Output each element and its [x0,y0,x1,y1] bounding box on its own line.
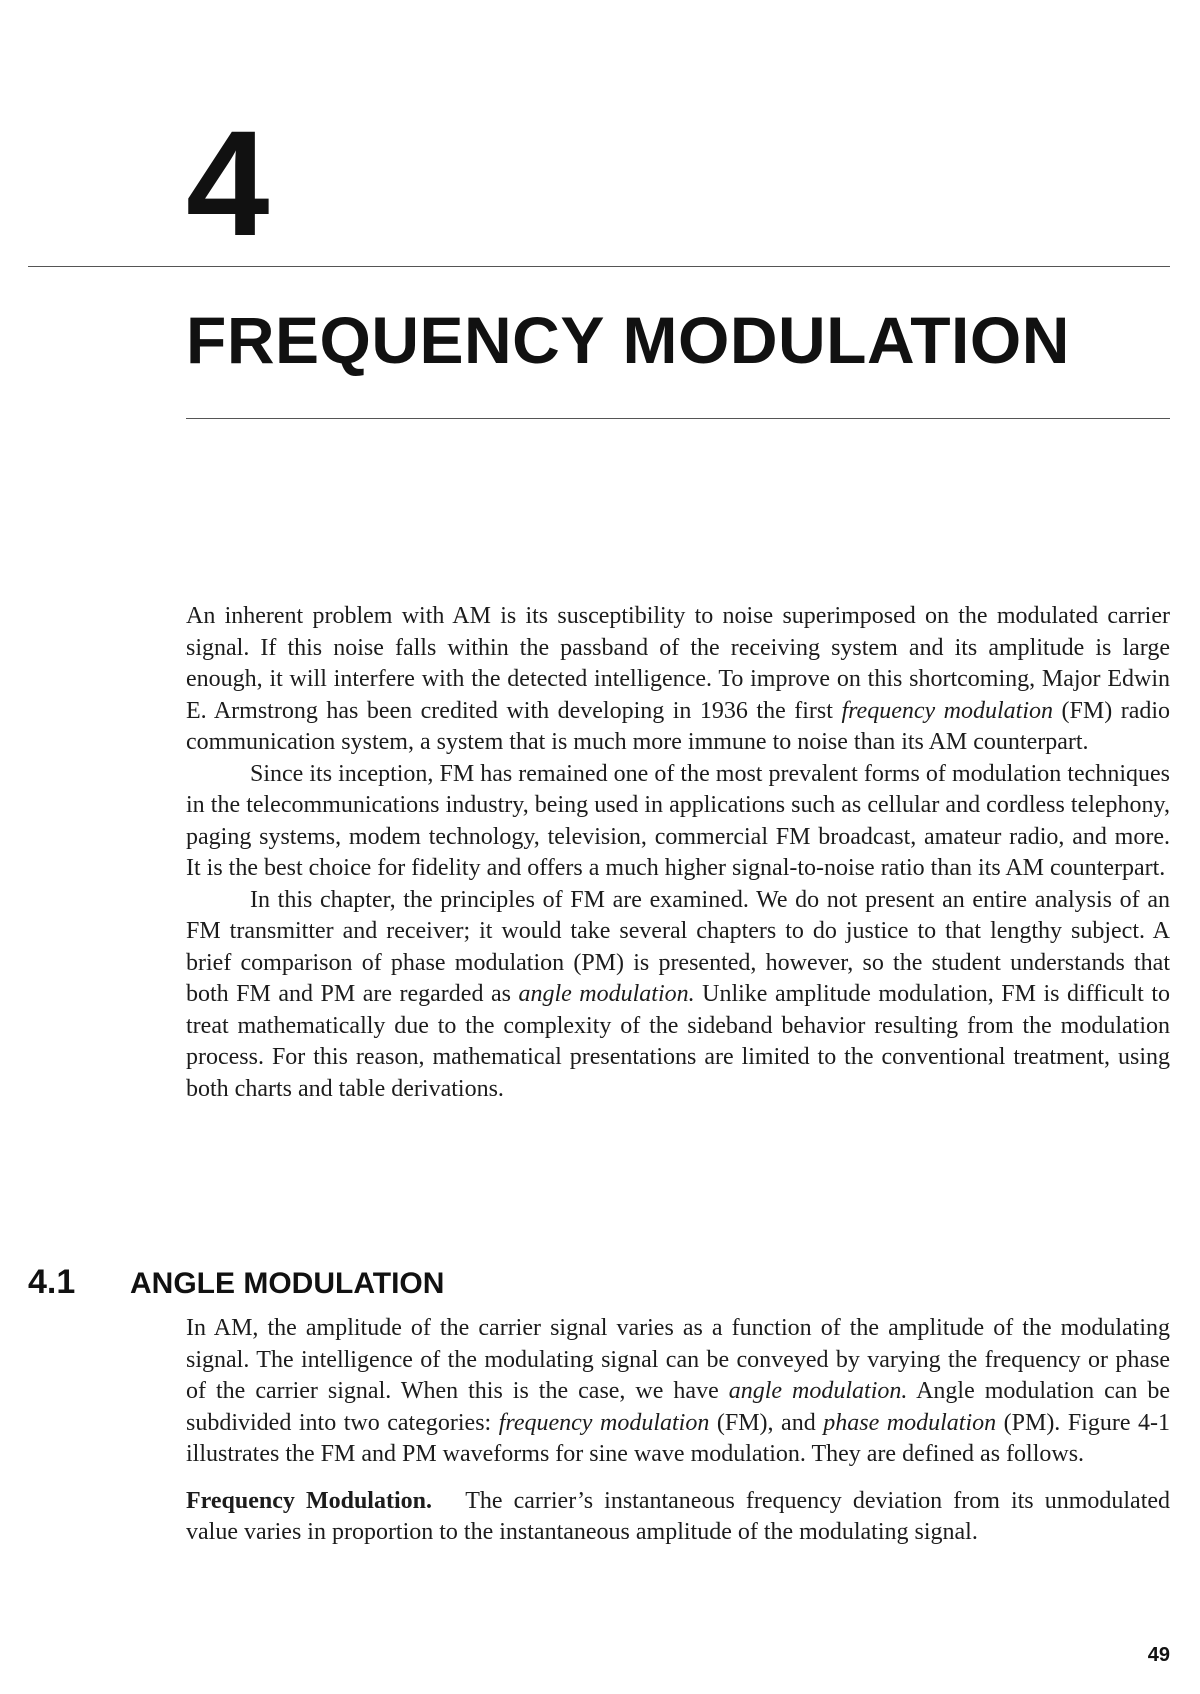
page-number: 49 [1147,1644,1170,1666]
term-angle-modulation: angle modulation. [518,981,695,1007]
section-paragraph-2: Frequency Modulation. The carrier’s instantaneous frequency deviation from its unmodulated value varies in proportion to the instantaneous amplitude of the modulating signal. [186,1487,1171,1545]
top-rule [28,266,1170,267]
section-title: ANGLE MODULATION [130,1267,445,1300]
section-text [186,1313,1170,1549]
intro-paragraph-2: Since its inception, FM has remained one of the most prevalent forms of modulation techniques in the telecommunications industry, being used in applications such as cellular and cordless telephony, paging systems, modem technology, television, commercial FM broadcast, amateur radio, and more. It is the best choice for fidelity and offers a much higher signal-to-noise ratio than its AM counterpart. [186,760,1170,881]
section-number: 4.1 [28,1263,76,1301]
term-frequency-modulation: frequency modulation [841,697,1054,724]
intro-paragraph-1: An inherent problem with AM is its susceptibility to noise superimposed on the modulated carrier signal. If this noise falls within the passband of the receiving system and its amplitude is large enough, it will interfere with the detected intelligence. To improve on this shortcoming, Major Edwin E. Armstrong has been credited with developing in 1936 the first frequency modulation (FM) radio communication system, a system that is much more immune to noise than its AM counterpart. [186,603,1171,755]
intro-paragraph-3: In this chapter, the principles of FM are examined. We do not present an entire analysis of an FM transmitter and receiver; it would take several chapters to do justice to that lengthy subject. A brief comparison of phase modulation (PM) is presented, however, so the student understands that both FM and PM are regarded as angle modulation. Unlike amplitude modulation, FM is difficult to treat mathematically due to the complexity of the sideband behavior resulting from the modulation process. For this reason, mathematical presentations are limited to the conventional treatment, using both charts and table derivations. [186,886,1171,1102]
chapter-title: FREQUENCY MODULATION [186,303,1070,377]
chapter-number: 4 [186,99,266,267]
intro-text [186,601,1170,1105]
section-paragraph-1: In AM, the amplitude of the carrier signal varies as a function of the amplitude of the modulating signal. The intelligence of the modulating signal can be conveyed by varying the frequency or phase of the carrier signal. When this is the case, we have angle modulation. Angle modulation can be subdivided into two categories: frequency modulation (FM), and phase modulation (PM). Figure 4-1 illustrates the FM and PM waveforms for sine wave modulation. They are defined as follows. [186,1315,1171,1467]
bottom-rule [186,418,1170,419]
run-in-heading: Frequency Modulation. [186,1487,432,1514]
